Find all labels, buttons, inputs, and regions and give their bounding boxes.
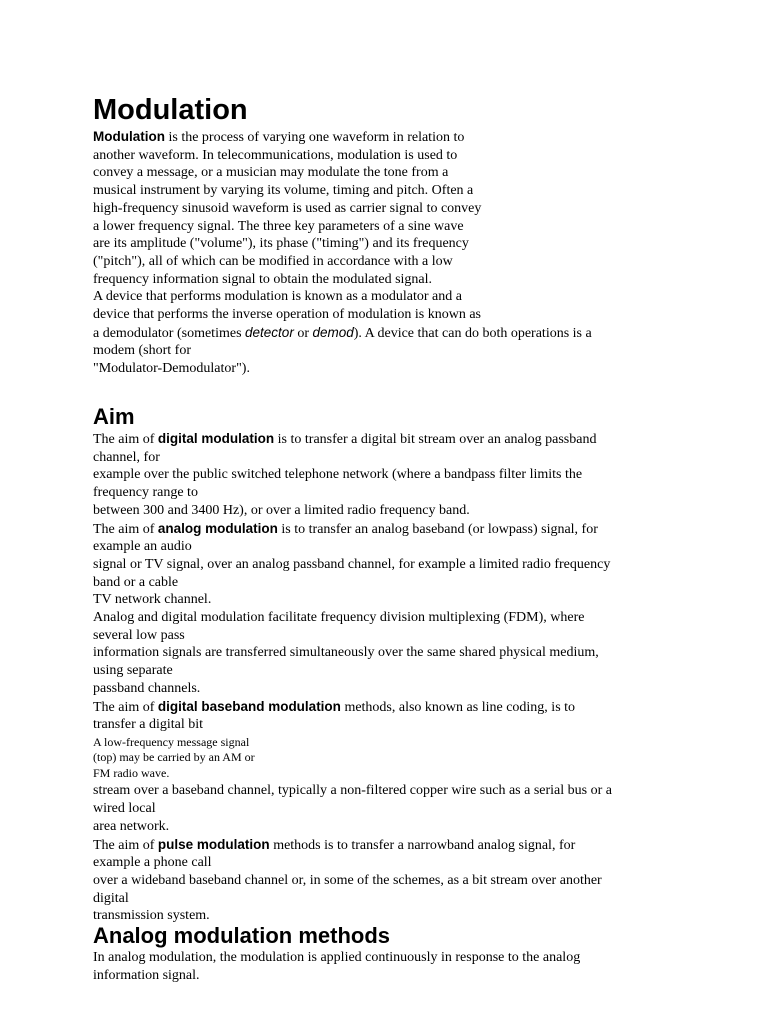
aim-p1-line-4: frequency range to xyxy=(93,485,198,501)
aim-p5-line-5: transmission system. xyxy=(93,908,210,924)
intro-paragraph xyxy=(93,128,592,378)
aim-p4-line-5: area network. xyxy=(93,818,170,834)
aim-p4-line-4: wired local xyxy=(93,801,156,817)
intro-line-13: modem (short for xyxy=(93,343,191,359)
term-pulse-modulation: pulse modulation xyxy=(157,836,270,852)
aim-p3-line-2: several low pass xyxy=(93,627,185,643)
term-detector: detector xyxy=(245,324,294,340)
aim-p5-line-2: example a phone call xyxy=(93,855,212,871)
aim-p4-line-1: The aim of digital baseband modulation methods, also known as line coding, is to xyxy=(93,698,576,715)
aim-heading: Aim xyxy=(93,404,135,429)
analog-line-1: In analog modulation, the modulation is applied continuously in response to the analog xyxy=(93,950,581,965)
term-demod: demod xyxy=(312,324,354,340)
intro-line-8: ("pitch"), all of which can be modified in accordance with a low xyxy=(93,253,453,269)
aim-p1-line-2: channel, for xyxy=(93,449,160,465)
intro-line-5: high-frequency sinusoid waveform is used as carrier signal to convey xyxy=(93,200,482,216)
caption-line-1: A low-frequency message signal xyxy=(93,734,250,749)
aim-p3-line-5: passband channels. xyxy=(93,680,201,696)
aim-p2-line-1: The aim of analog modulation is to transfer an analog baseband (or lowpass) signal, for xyxy=(93,520,598,537)
aim-p5-line-4: digital xyxy=(93,890,129,906)
intro-line-1: Modulation is the process of varying one waveform in relation to xyxy=(93,129,465,145)
term-modulation: Modulation xyxy=(93,129,165,144)
figure-caption xyxy=(93,734,612,783)
caption-line-3: FM radio wave. xyxy=(93,765,170,780)
intro-line-11: device that performs the inverse operation of modulation is known as xyxy=(93,307,482,323)
analog-methods-heading: Analog modulation methods xyxy=(93,923,390,948)
term-analog-modulation: analog modulation xyxy=(157,520,278,536)
aim-p5-line-3: over a wideband baseband channel or, in some of the schemes, as a bit stream over another xyxy=(93,872,602,888)
aim-p5-line-1: The aim of pulse modulation methods is to transfer a narrowband analog signal, for xyxy=(93,836,576,853)
intro-line-2: another waveform. In telecommunications, modulation is used to xyxy=(93,147,458,163)
aim-p2-line-3: signal or TV signal, over an analog passband channel, for example a limited radio frequency xyxy=(93,556,611,572)
intro-line-3: convey a message, or a musician may modulate the tone from a xyxy=(93,165,449,181)
aim-p2-line-5: TV network channel. xyxy=(93,592,212,608)
intro-line-7: are its amplitude ("volume"), its phase ("timing") and its frequency xyxy=(93,236,469,252)
analog-line-2: information signal. xyxy=(93,967,200,983)
intro-line-10: A device that performs modulation is known as a modulator and a xyxy=(93,289,462,305)
term-digital-modulation: digital modulation xyxy=(157,431,275,446)
intro-line-4: musical instrument by varying its volume, timing and pitch. Often a xyxy=(93,183,474,199)
aim-p4-line-3: stream over a baseband channel, typically a non-filtered copper wire such as a serial bus or a xyxy=(93,783,612,799)
aim-p2-line-4: band or a cable xyxy=(93,574,179,590)
page-title: Modulation xyxy=(93,94,248,126)
intro-line-14: "Modulator-Demodulator"). xyxy=(93,361,250,377)
analog-methods-paragraph xyxy=(93,949,580,984)
aim-p3-line-1: Analog and digital modulation facilitate frequency division multiplexing (FDM), where xyxy=(93,610,585,626)
aim-p1-line-1: The aim of digital modulation is to transfer a digital bit stream over an analog passband xyxy=(93,431,597,447)
aim-p2-line-2: example an audio xyxy=(93,539,192,555)
aim-p1-line-5: between 300 and 3400 Hz), or over a limited radio frequency band. xyxy=(93,502,470,518)
aim-p4-line-2: transfer a digital bit xyxy=(93,717,204,733)
intro-line-9: frequency information signal to obtain the modulated signal. xyxy=(93,271,433,287)
aim-p3-line-4: using separate xyxy=(93,663,173,679)
term-digital-baseband-modulation: digital baseband modulation xyxy=(157,698,341,714)
aim-p1-line-3: example over the public switched telephone network (where a bandpass filter limits the xyxy=(93,467,583,483)
intro-line-6: a lower frequency signal. The three key parameters of a sine wave xyxy=(93,218,464,234)
aim-section xyxy=(93,430,612,925)
aim-p3-line-3: information signals are transferred simultaneously over the same shared physical medium, xyxy=(93,645,599,661)
caption-line-2: (top) may be carried by an AM or xyxy=(93,750,255,765)
intro-line-12: a demodulator (sometimes detector or demod). A device that can do both operations is a xyxy=(93,324,592,341)
